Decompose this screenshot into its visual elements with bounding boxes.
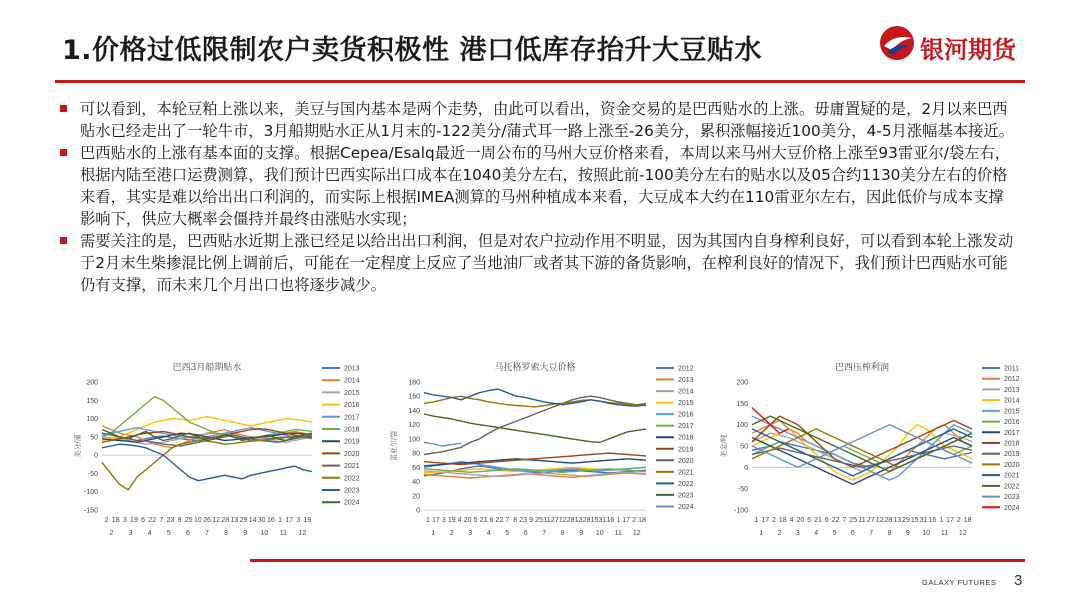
series-line-2024 [752,408,789,434]
x-tick-label: 7 [159,517,164,524]
y-tick-label: 180 [408,379,420,387]
legend-label-2019: 2019 [1004,451,1020,459]
x-tick-label: 17 [431,517,440,524]
legend-label-2015: 2015 [344,389,360,397]
title-divider [55,80,1025,83]
x-tick-label: 8 [513,517,518,524]
x-tick-label: 25 [535,517,543,524]
y-tick-label: 150 [86,397,98,405]
y-tick-label: -100 [83,489,98,497]
y-tick-label: 140 [408,407,420,415]
legend-label-2018: 2018 [1004,440,1020,448]
chart-svg [718,352,1028,537]
x-tick-label: 21 [814,517,822,524]
x-tick-label: 5 [473,517,478,524]
x-tick-label: 9 [529,517,533,524]
x-tick-label: 2 [956,517,961,524]
series-line-2023 [424,414,646,442]
legend-label-2020: 2020 [678,457,694,465]
x-month-label: 6 [850,530,855,537]
x-month-label: 9 [579,530,584,537]
x-tick-label: 3 [441,517,446,524]
x-tick-label: 1 [754,517,759,524]
x-tick-label: 2 [772,517,776,524]
y-tick-label: 120 [408,422,420,430]
slide-title: 1.价格过低限制农户卖货积极性 港口低库存抬升大豆贴水 [62,35,762,66]
y-tick-label: 160 [408,393,420,401]
x-month-label: 3 [468,530,473,537]
x-tick-label: 6 [824,517,829,524]
bullet-item [58,98,1018,142]
legend-label-2013: 2013 [678,377,694,385]
legend-label-2018: 2018 [678,434,694,442]
legend-label-2022: 2022 [344,475,360,483]
legend-label-2021: 2021 [1004,472,1020,480]
x-month-label: 10 [260,530,269,537]
x-tick-label: 6 [141,517,146,524]
x-tick-label: 1 [616,517,621,524]
x-month-label: 4 [814,530,819,537]
x-tick-label: 29 [239,517,248,524]
x-tick-label: 10 [193,517,202,524]
chart-title: 巴西3月船期贴水 [172,363,242,373]
x-month-label: 12 [958,530,967,537]
legend-label-2022: 2022 [1004,483,1020,491]
bullet-marker-icon [60,149,67,156]
x-tick-label: 13 [574,517,583,524]
x-tick-label: 1 [278,517,282,524]
x-tick-label: 19 [130,517,138,524]
x-tick-label: 18 [963,517,972,524]
x-month-label: 10 [595,530,604,537]
legend-label-2024: 2024 [1004,504,1020,512]
series-line-2022 [102,435,312,490]
x-tick-label: 18 [778,517,787,524]
x-tick-label: 25 [849,517,858,524]
x-tick-label: 31 [919,517,928,524]
legend-label-2012: 2012 [1004,376,1020,384]
x-month-label: 6 [523,530,528,537]
x-tick-label: 3 [122,517,127,524]
x-tick-label: 18 [111,517,120,524]
x-tick-label: 22 [495,517,504,524]
y-axis-label: 雷亚尔/袋 [390,430,398,462]
legend-label-2019: 2019 [678,446,694,454]
page-number: 3 [1014,572,1023,589]
x-tick-label: 12 [212,517,221,524]
y-tick-label: 100 [86,416,98,424]
y-tick-label: -50 [737,486,748,494]
x-tick-label: 23 [519,517,528,524]
legend-label-2013: 2013 [1004,386,1020,394]
x-month-label: 9 [905,530,910,537]
bullet-text: 需要关注的是，巴西贴水近期上涨已经足以给出出口利润，但是对农户拉动作用不明显，因为其国内自身榨利良好，可以看到本轮上涨发动于2月末生柴掺混比例上调前后，可能在一定程度上反应了当地油厂或者其下游的备货影响，在榨利良好的情况下，我们预计巴西贴水可能仍有支撑，而未来几个月出口也将逐步减少。 [80,232,1014,294]
bullet-item [58,230,1018,296]
legend-label-2023: 2023 [1004,494,1020,502]
x-month-label: 5 [166,530,171,537]
x-month-label: 8 [560,530,565,537]
series-line-2022 [424,389,646,406]
x-tick-label: 17 [285,517,294,524]
x-month-label: 4 [486,530,491,537]
x-month-label: 11 [614,530,622,537]
legend-label-2014: 2014 [678,388,694,396]
y-tick-label: 150 [736,400,748,408]
y-tick-label: -50 [87,470,98,478]
x-tick-label: 3 [296,517,301,524]
x-tick-label: 19 [303,517,312,524]
bullet-marker-icon [60,237,67,244]
x-month-label: 5 [832,530,837,537]
legend-label-2016: 2016 [678,411,694,419]
x-tick-label: 11 [858,517,866,524]
x-tick-label: 15 [590,517,599,524]
x-tick-label: 27 [550,517,559,524]
x-tick-label: 28 [884,517,893,524]
x-tick-label: 11 [543,517,551,524]
x-month-label: 4 [147,530,152,537]
x-tick-label: 20 [796,517,805,524]
chart-brazil-march-premium [72,352,372,537]
x-tick-label: 28 [566,517,575,524]
x-tick-label: 16 [267,517,275,524]
bullet-text: 可以看到，本轮豆粕上涨以来，美豆与国内基本是两个走势，由此可以看出，资金交易的是巴西贴水的上涨。毋庸置疑的是，2月以来巴西贴水已经走出了一轮牛市，3月船期贴水正从1月末的-122美分/蒲式耳一路上涨至-26美分，累积涨幅接近100美分，4-5月涨幅基本接近。 [80,100,1014,140]
legend-label-2021: 2021 [344,463,360,471]
x-month-label: 5 [505,530,510,537]
galaxy-futures-logo [878,24,1038,68]
x-month-label: 10 [922,530,931,537]
x-tick-label: 6 [489,517,494,524]
x-month-label: 7 [869,530,874,537]
legend-label-2022: 2022 [678,480,694,488]
legend-label-2014: 2014 [1004,397,1020,405]
y-tick-label: 60 [412,464,420,472]
legend-label-2011: 2011 [1004,365,1020,373]
x-tick-label: 5 [807,517,812,524]
y-tick-label: 50 [740,443,748,451]
series-line-2021 [424,396,646,407]
x-month-label: 8 [224,530,229,537]
x-month-label: 2 [777,530,782,537]
y-tick-label: 50 [90,434,98,442]
legend-label-2023: 2023 [678,492,694,500]
x-month-label: 12 [632,530,641,537]
bullet-marker-icon [60,105,67,112]
x-month-label: 6 [185,530,190,537]
x-month-label: 1 [759,530,764,537]
x-tick-label: 23 [166,517,175,524]
x-tick-label: 30 [257,517,266,524]
legend-label-2012: 2012 [678,365,694,373]
x-month-label: 7 [205,530,209,537]
x-month-label: 2 [449,530,454,537]
legend-label-2024: 2024 [344,499,360,507]
x-tick-label: 22 [831,517,840,524]
footer-divider [250,559,1025,562]
x-tick-label: 17 [622,517,631,524]
x-month-label: 9 [243,530,248,537]
galaxy-logo-icon [878,24,916,62]
x-tick-label: 16 [928,517,937,524]
legend-label-2024: 2024 [678,503,694,511]
x-tick-label: 22 [148,517,157,524]
bullet-item [58,142,1018,230]
x-tick-label: 2 [632,517,637,524]
x-month-label: 8 [887,530,892,537]
y-tick-label: 200 [736,379,748,387]
x-tick-label: 21 [479,517,488,524]
chart-svg [388,352,708,537]
legend-label-2013: 2013 [344,365,360,373]
y-tick-label: 100 [408,436,420,444]
x-month-label: 3 [128,530,133,537]
x-tick-label: 31 [598,517,607,524]
x-tick-label: 29 [582,517,591,524]
x-tick-label: 17 [946,517,954,524]
legend-label-2016: 2016 [1004,419,1020,427]
y-tick-label: -150 [83,507,98,515]
y-tick-label: 20 [412,493,420,501]
x-tick-label: 28 [221,517,230,524]
legend-label-2014: 2014 [344,377,360,385]
x-tick-label: 13 [230,517,239,524]
y-tick-label: 100 [736,422,748,430]
x-tick-label: 16 [606,517,615,524]
legend-label-2020: 2020 [344,450,360,458]
x-tick-label: 15 [910,517,919,524]
chart-mato-grosso-soy-price [388,352,708,537]
y-tick-label: 80 [412,450,420,458]
x-tick-label: 25 [184,517,193,524]
x-tick-label: 26 [203,517,211,524]
legend-label-2017: 2017 [1004,429,1020,437]
x-tick-label: 7 [505,517,510,524]
legend-label-2015: 2015 [678,400,694,408]
footer-brand: GALAXY FUTURES [922,578,997,587]
x-tick-label: 20 [463,517,472,524]
legend-label-2017: 2017 [344,414,360,422]
x-tick-label: 13 [893,517,902,524]
legend-label-2023: 2023 [344,487,360,495]
bullet-list [58,98,1018,296]
y-tick-label: 200 [86,379,98,387]
bullet-text: 巴西贴水的上涨有基本面的支撑。根据Cepea/Esalq最近一周公布的马州大豆价格来看，本周以来马州大豆价格上涨至93雷亚尔/袋左右，根据内陆至港口运费测算，我们预计巴西实际出口成本在1040美分左右，按照此前-100美分左右的贴水以及05合约1130美分左右的价格来看，其实是难以给出出口利润的，而实际上根据IMEA测算的马州种植成本来看，大豆成本大约在110雷亚尔左右，因此低价与成本支撑影响下，供应大概率会僵持并最终由涨贴水实现； [80,144,1011,228]
chart-title: 巴西压榨利润 [834,363,890,373]
x-tick-label: 19 [447,517,456,524]
series-line-2023 [102,444,312,481]
x-tick-label: 12 [558,517,567,524]
x-month-label: 1 [431,530,436,537]
chart-svg [72,352,372,537]
legend-label-2019: 2019 [344,438,360,446]
legend-label-2015: 2015 [1004,408,1020,416]
x-tick-label: 2 [104,517,109,524]
y-axis-label: 美金/吨 [720,434,728,458]
y-tick-label: 40 [412,479,420,487]
x-tick-label: 1 [939,517,944,524]
y-tick-label: -100 [733,507,748,515]
legend-label-2016: 2016 [344,402,360,410]
y-tick-label: 0 [744,464,748,472]
y-axis-label: 美分/蒲 [74,434,82,458]
x-tick-label: 27 [866,517,875,524]
x-month-label: 2 [109,530,114,537]
legend-label-2021: 2021 [678,469,694,477]
chart-title: 马托格罗索大豆价格 [494,363,576,373]
x-month-label: 3 [795,530,800,537]
x-tick-label: 4 [789,517,794,524]
x-tick-label: 1 [426,517,430,524]
x-tick-label: 18 [638,517,646,524]
legend-label-2018: 2018 [344,426,360,434]
x-month-label: 7 [542,530,547,537]
x-tick-label: 14 [248,517,257,524]
x-tick-label: 17 [761,517,770,524]
x-month-label: 11 [940,530,949,537]
x-tick-label: 9 [177,517,182,524]
legend-label-2020: 2020 [1004,461,1020,469]
x-tick-label: 12 [875,517,884,524]
logo-text: 银河期货 [920,36,1016,64]
x-month-label: 11 [279,530,288,537]
y-tick-label: 0 [94,452,98,460]
series-line-2020 [424,396,646,454]
chart-brazil-crush-margin [718,352,1028,537]
x-tick-label: 29 [902,517,910,524]
x-tick-label: 4 [457,517,462,524]
series-line-2024 [424,442,461,446]
legend-label-2017: 2017 [678,423,694,431]
x-tick-label: 7 [842,517,847,524]
y-tick-label: 0 [416,507,420,515]
x-month-label: 12 [298,530,307,537]
